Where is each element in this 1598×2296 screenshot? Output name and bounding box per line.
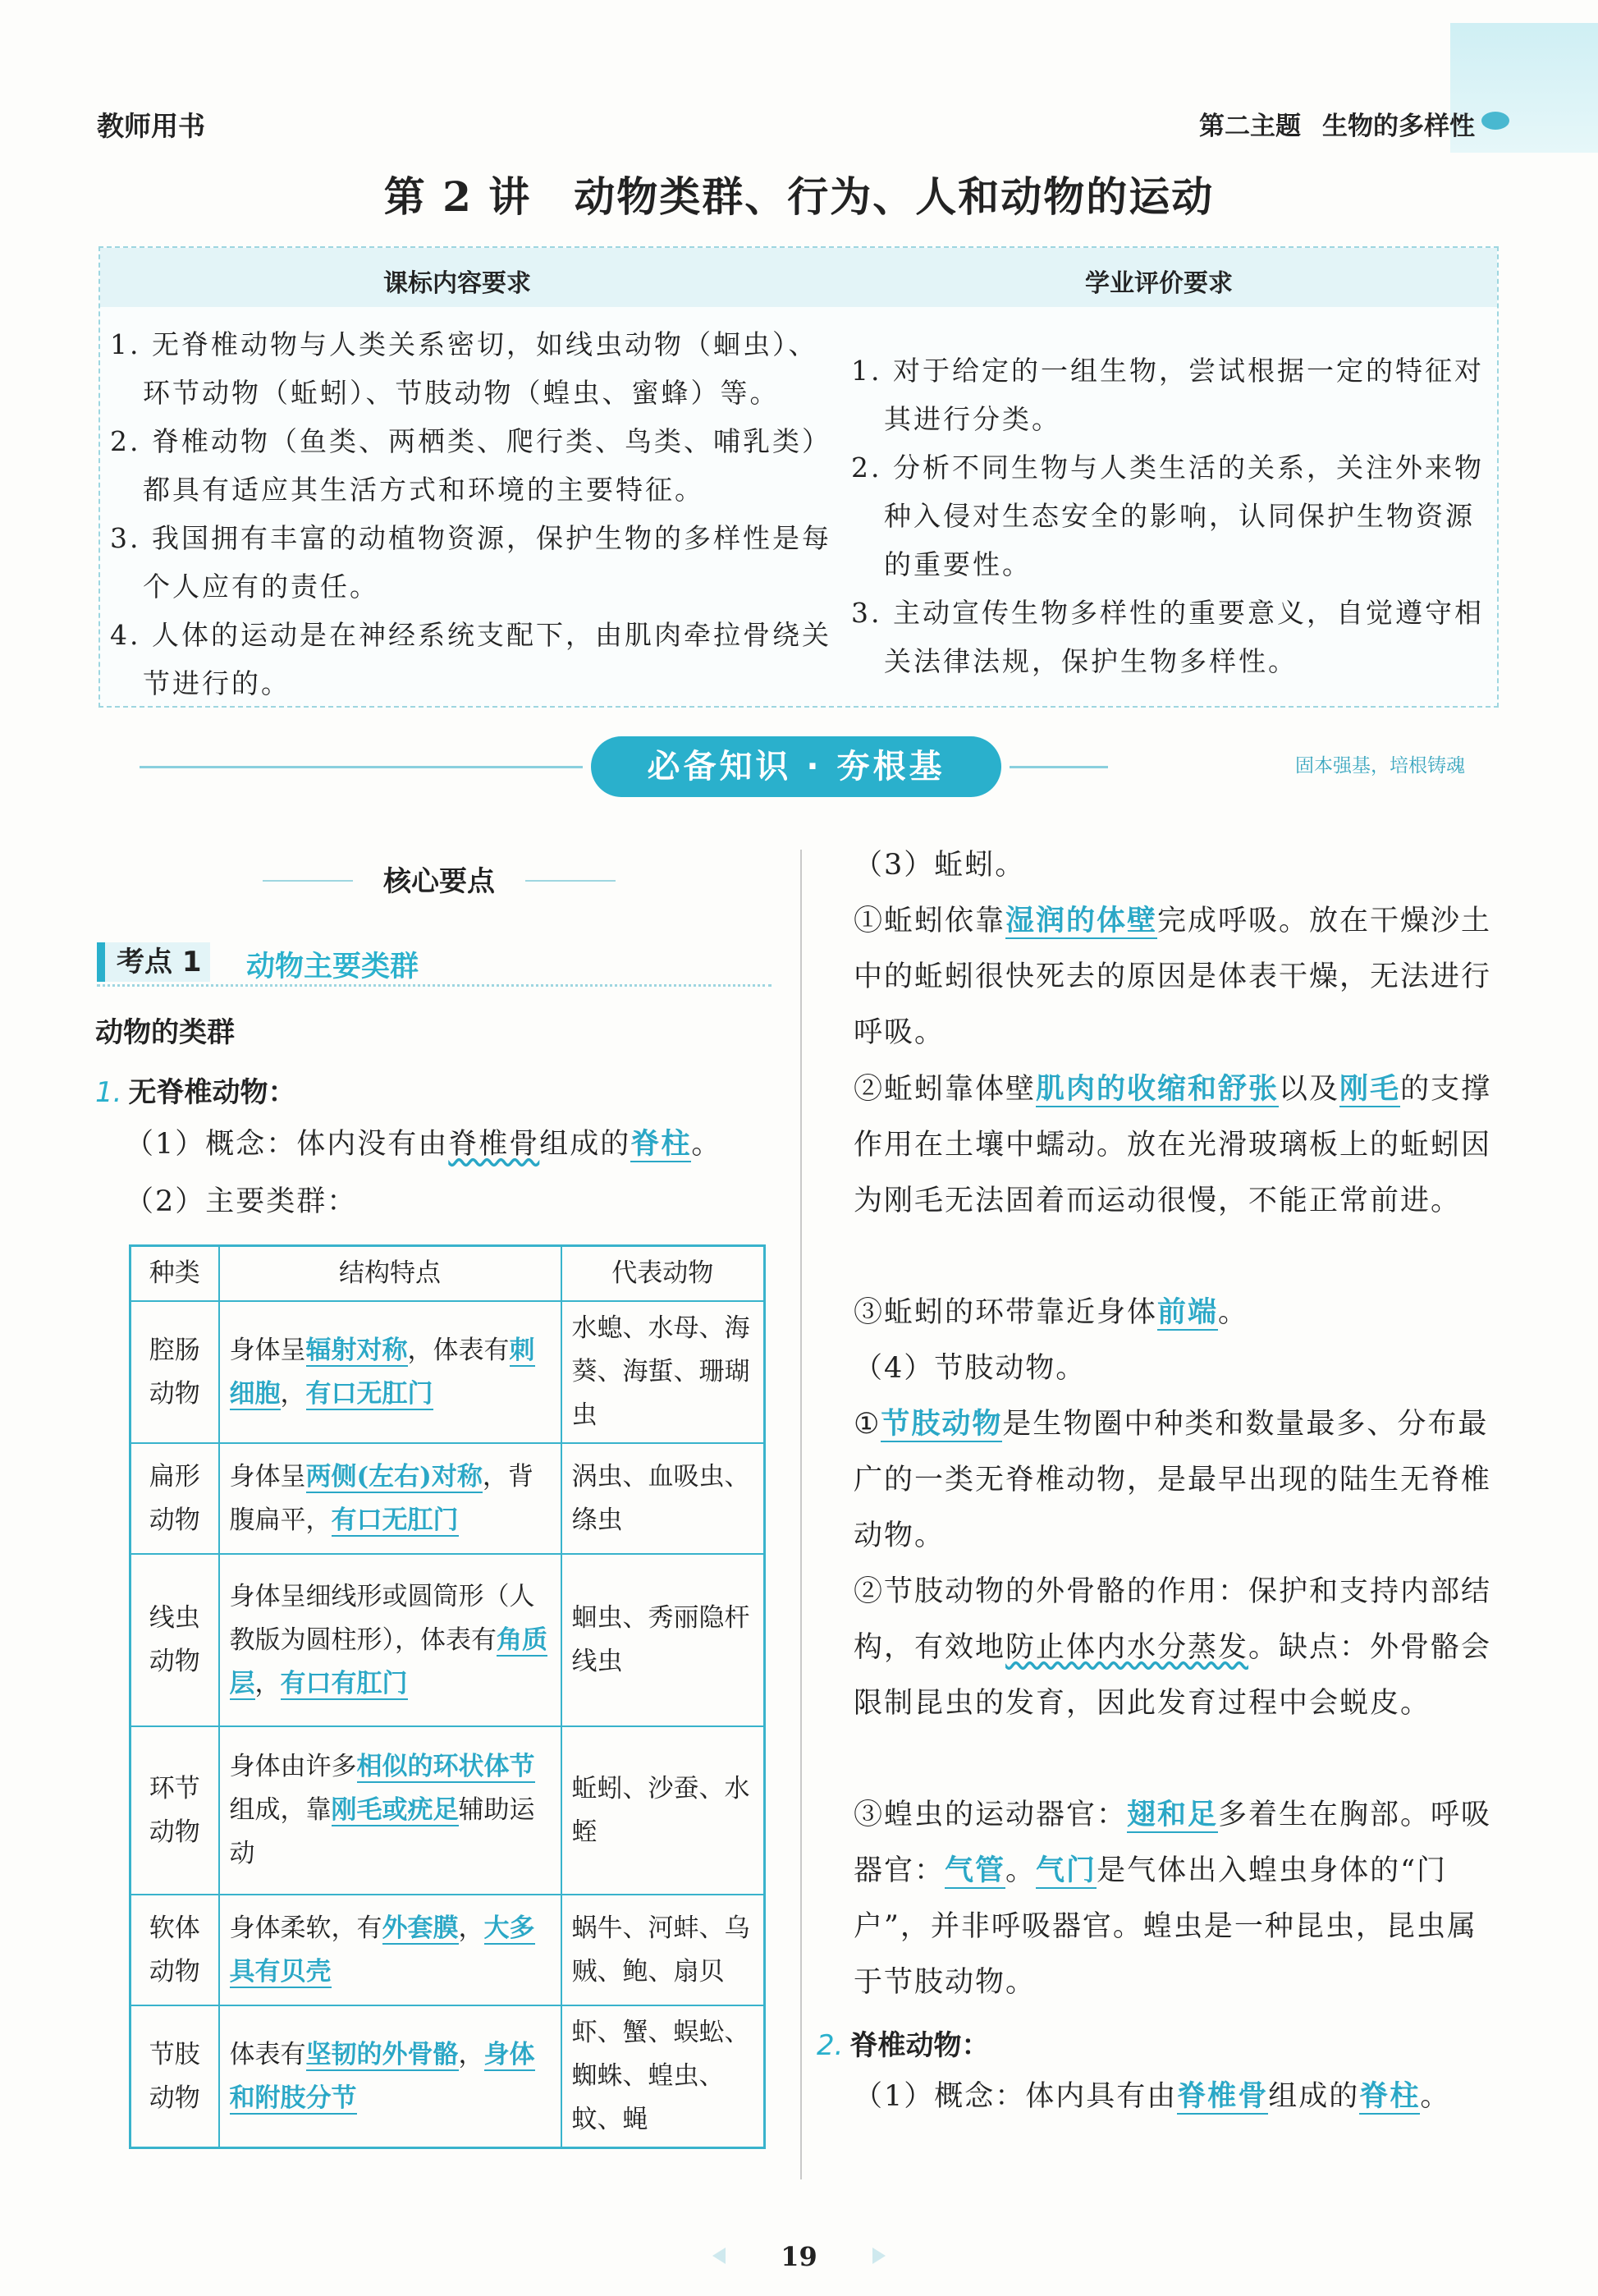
text-run: 以及 [1279, 1073, 1340, 1106]
invertebrates-heading [95, 1070, 295, 1110]
kaodian-heading [97, 942, 772, 987]
section-banner: 必备知识 · 夯根基 [591, 736, 1001, 797]
key-term: 翅和足 [1127, 1798, 1219, 1831]
key-term: 外套膜 [382, 1913, 459, 1943]
earthworm-clitellum-paragraph [854, 1285, 1502, 1340]
section-heading: 动物的类群 [95, 1016, 235, 1049]
header-book-label: 教师用书 [97, 110, 205, 142]
assessment-requirements-list [851, 346, 1491, 685]
group-features [219, 2005, 561, 2148]
text-run: 组成，靠 [229, 1795, 332, 1825]
banner-subtitle: 固本强基，培根铸魂 [1295, 755, 1465, 777]
group-name: 腔肠动物 [130, 1301, 219, 1443]
text-run: ， [280, 1378, 306, 1409]
group-examples: 蜗牛、河蚌、乌贼、鲍、扇贝 [561, 1895, 765, 2005]
key-term: 坚韧的外骨骼 [305, 2039, 459, 2069]
banner-rule-left [140, 766, 583, 768]
group-features [219, 1895, 561, 2005]
earthworm-heading: （3）蚯蚓。 [854, 849, 1026, 882]
text-run: ③蝗虫的运动器官： [854, 1799, 1128, 1831]
table-header-row [130, 1246, 765, 1302]
text-run: （1）概念：体内没有由 [125, 1128, 449, 1161]
text-run: ，体表有 [407, 1335, 510, 1365]
text-run: 是生物圈中种类和数量最多、分布最广的一类无脊椎动物，是最早出现的陆生无脊椎动物。 [854, 1408, 1492, 1552]
text-run: ②节肢动物的外骨骼的作用：保护和支持内部结构，有效地 [854, 1575, 1492, 1664]
fish-icon [1481, 112, 1509, 130]
main-groups-heading: （2）主要类群： [125, 1185, 358, 1218]
text-run: ，背腹扁平， [229, 1461, 533, 1535]
text-run: 。 [1005, 1854, 1037, 1887]
item-number: 2. [817, 2029, 844, 2062]
wavy-term: 脊椎骨 [448, 1128, 540, 1161]
group-name: 扁形动物 [130, 1443, 219, 1554]
text-run: 组成的 [1268, 2080, 1360, 2113]
group-examples: 蚯蚓、沙蚕、水蛭 [561, 1726, 765, 1895]
text-run: 完成呼吸。放在干燥沙土中的蚯蚓很快死去的原因是体表干燥，无法进行呼吸。 [854, 905, 1492, 1049]
text-run: ②蚯蚓靠体壁 [854, 1073, 1037, 1106]
requirements-box [98, 246, 1499, 708]
header-theme [1199, 105, 1475, 142]
key-term: 相似的环状体节 [356, 1752, 535, 1781]
column-header: 结构特点 [219, 1246, 561, 1302]
requirements-header-bar [100, 248, 1497, 307]
key-term: 身体和附肢分节 [229, 2039, 535, 2113]
page-number: 19 [781, 2241, 817, 2272]
vertebrates-heading [817, 2023, 989, 2063]
invertebrates-label: 无脊椎动物： [128, 1076, 296, 1109]
banner-rule-right [1010, 766, 1108, 768]
earthworm-breathing-paragraph [854, 893, 1502, 1061]
table-row [130, 1726, 765, 1895]
vertebrates-label: 脊椎动物： [849, 2029, 990, 2062]
vertebrate-concept [854, 2069, 1502, 2124]
kaodian-label: 动物主要类群 [246, 951, 419, 983]
key-term: 脊柱 [630, 1127, 692, 1161]
assessment-item: 1. 对于给定的一组生物，尝试根据一定的特征对其进行分类。 [851, 355, 1484, 435]
text-run: 身体呈 [229, 1461, 306, 1492]
column-divider [800, 850, 802, 2179]
key-term: 刚毛或疣足 [331, 1795, 459, 1825]
key-term: 刚毛 [1339, 1072, 1401, 1106]
core-points-heading: 核心要点 [383, 865, 495, 898]
column-header: 代表动物 [561, 1246, 765, 1302]
group-features [219, 1301, 561, 1443]
kaodian-badge: 考点 1 [97, 942, 210, 982]
header-theme-subject: 生物的多样性 [1322, 112, 1475, 141]
invertebrate-concept [125, 1116, 781, 1172]
key-term: 刺细胞 [229, 1335, 535, 1409]
group-examples: 涡虫、血吸虫、绦虫 [561, 1443, 765, 1554]
text-run: 身体柔软，有 [229, 1913, 382, 1943]
text-run: 辅助运动 [229, 1795, 535, 1868]
group-examples: 虾、蟹、蜈蚣、蜘蛛、蝗虫、蚊、蝇 [561, 2005, 765, 2148]
text-run: 身体呈细线形或圆筒形（人教版为圆柱形），体表有 [229, 1581, 535, 1655]
key-term: 两侧(左右)对称 [305, 1461, 483, 1492]
text-run: ， [458, 2039, 484, 2069]
key-term: 肌肉的收缩和舒张 [1036, 1072, 1280, 1106]
key-term: 角质层 [229, 1625, 547, 1698]
text-run: ① [854, 1408, 881, 1441]
table-row [130, 1895, 765, 2005]
text-run: 组成的 [539, 1128, 631, 1161]
table-row [130, 1443, 765, 1554]
exoskeleton-paragraph [854, 1564, 1502, 1731]
column-header: 种类 [130, 1246, 219, 1302]
group-name: 节肢动物 [130, 2005, 219, 2148]
key-term: 脊柱 [1359, 2079, 1421, 2113]
key-term: 气门 [1036, 1854, 1097, 1887]
key-term: 节肢动物 [881, 1407, 1003, 1441]
table-row [130, 1554, 765, 1726]
group-features [219, 1726, 561, 1895]
text-run: 的支撑作用在土壤中蠕动。放在光滑玻璃板上的蚯蚓因为刚毛无法固着而运动很慢，不能正常前进。 [854, 1073, 1492, 1217]
text-run: 。 [1420, 2080, 1451, 2113]
curriculum-requirements-list [110, 320, 840, 708]
header-theme-number: 第二主题 [1199, 112, 1301, 141]
table-row [130, 2005, 765, 2148]
assessment-item: 3. 主动宣传生物多样性的重要意义，自觉遵守相关法律法规，保护生物多样性。 [851, 597, 1484, 677]
key-term: 脊椎骨 [1177, 2079, 1269, 2113]
next-page-arrow-icon [872, 2248, 886, 2264]
arthropod-overview-paragraph [854, 1396, 1502, 1564]
text-run: 。缺点：外骨骼会限制昆虫的发育，因此发育过程中会蜕皮。 [854, 1631, 1492, 1720]
item-number: 1. [95, 1076, 122, 1109]
text-run: 。 [1218, 1296, 1249, 1329]
text-run: 。 [691, 1128, 722, 1161]
group-name: 软体动物 [130, 1895, 219, 2005]
group-examples: 蛔虫、秀丽隐杆线虫 [561, 1554, 765, 1726]
text-run: ①蚯蚓依靠 [854, 905, 1006, 937]
text-run: 多着生在胸部。呼吸器官： [854, 1799, 1492, 1887]
table-row [130, 1301, 765, 1443]
key-term: 有口无肛门 [305, 1378, 433, 1409]
wavy-term: 防止体内水分蒸发 [1005, 1631, 1249, 1664]
key-term: 气管 [945, 1854, 1006, 1887]
text-run: 是气体出入蝗虫身体的“门户”，并非呼吸器官。蝗虫是一种昆虫，昆虫属于节肢动物。 [854, 1854, 1477, 1999]
assessment-requirements-heading: 学业评价要求 [1085, 269, 1233, 298]
locust-organs-paragraph [854, 1787, 1502, 2010]
text-run: ③蚯蚓的环带靠近身体 [854, 1296, 1158, 1329]
curriculum-item: 3. 我国拥有丰富的动植物资源，保护生物的多样性是每个人应有的责任。 [110, 522, 831, 603]
text-run: ， [458, 1913, 484, 1943]
group-name: 线虫动物 [130, 1554, 219, 1726]
group-features [219, 1554, 561, 1726]
curriculum-item: 4. 人体的运动是在神经系统支配下，由肌肉牵拉骨绕关节进行的。 [110, 619, 831, 699]
key-term: 前端 [1157, 1295, 1219, 1329]
key-term: 辐射对称 [305, 1335, 408, 1365]
text-run: ， [254, 1668, 281, 1698]
curriculum-item: 2. 脊椎动物（鱼类、两栖类、爬行类、鸟类、哺乳类）都具有适应其生活方式和环境的主要特征。 [110, 425, 831, 506]
group-name: 环节动物 [130, 1726, 219, 1895]
arthropod-heading: （4）节肢动物。 [854, 1352, 1087, 1385]
text-run: 身体呈 [229, 1335, 306, 1365]
text-run: 体表有 [229, 2039, 306, 2069]
invertebrate-groups-table [129, 1244, 766, 2149]
curriculum-item: 1. 无脊椎动物与人类关系密切，如线虫动物（蛔虫）、环节动物（蚯蚓）、节肢动物（蝗虫、蜜蜂）等。 [110, 328, 818, 409]
key-term: 有口无肛门 [331, 1505, 459, 1535]
text-run: （1）概念：体内具有由 [854, 2080, 1178, 2113]
lesson-title: 第 2 讲 动物类群、行为、人和动物的运动 [383, 172, 1215, 221]
key-term: 有口有肛门 [280, 1668, 408, 1698]
group-examples: 水螅、水母、海葵、海蜇、珊瑚虫 [561, 1301, 765, 1443]
key-term: 大多具有贝壳 [229, 1913, 535, 1987]
curriculum-requirements-heading: 课标内容要求 [383, 269, 531, 298]
text-run: 身体由许多 [229, 1752, 357, 1781]
group-features [219, 1443, 561, 1554]
assessment-item: 2. 分析不同生物与人类生活的关系，关注外来物种入侵对生态安全的影响，认同保护生物资源的重要性。 [851, 451, 1484, 580]
key-term: 湿润的体壁 [1005, 904, 1158, 937]
earthworm-movement-paragraph [854, 1061, 1502, 1229]
